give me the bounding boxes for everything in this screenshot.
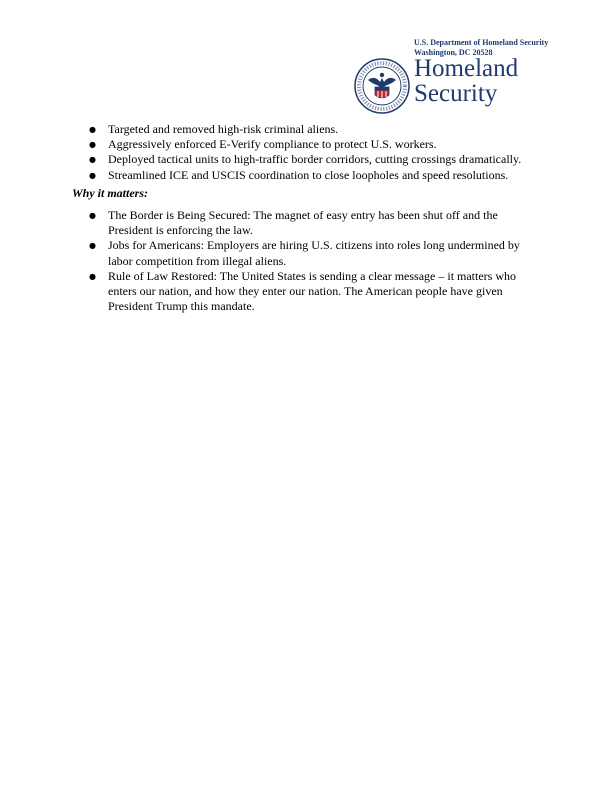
list-item [72,137,542,152]
list-item-text: Targeted and removed high-risk criminal aliens. [108,122,339,136]
list-item-text: The Border is Being Secured: The magnet of easy entry has been shut off and the President is enforcing the law. [108,208,498,238]
list-item-text: Aggressively enforced E-Verify compliance to protect U.S. workers. [108,137,437,152]
list-item-text: Deployed tactical units to high-traffic border corridors, cutting crossings dramatically. [108,152,522,167]
bullet-icon: ● [89,155,96,165]
why-it-matters-heading: Why it matters: [72,185,149,200]
list-item [72,238,542,268]
list-item-text: Streamlined ICE and USCIS coordination to close loopholes and speed resolutions. [108,167,509,182]
address-line-1: U.S. Department of Homeland Security [414,38,549,47]
wordmark-line-1: Homeland [414,55,519,82]
bullet-icon: ● [89,170,96,180]
homeland-security-wordmark [414,56,518,106]
bullet-icon: ● [89,211,96,221]
bullet-icon: ● [89,241,96,251]
accomplishments-list [72,122,542,183]
letterhead [350,36,590,116]
list-item-text: Rule of Law Restored: The United States is sending a clear message – it matters who enters our nation, and how they enter our nation. The American people have given President Trump this mandate. [108,268,517,314]
list-item [72,152,542,167]
bullet-icon: ● [89,271,96,281]
list-item-text: Jobs for Americans: Employers are hiring U.S. citizens into roles long undermined by labor competition from illegal aliens. [108,238,520,268]
why-it-matters-list [72,208,542,314]
bullet-icon: ● [89,140,96,150]
dhs-seal-icon [354,58,410,114]
wordmark-line-2: Security [414,80,498,107]
document-body [72,122,542,314]
list-item [72,122,542,137]
list-item [72,168,542,183]
list-item [72,208,542,238]
bullet-icon: ● [89,125,96,134]
list-item [72,269,542,315]
address-line-2: Washington, DC 20528 [414,47,493,57]
